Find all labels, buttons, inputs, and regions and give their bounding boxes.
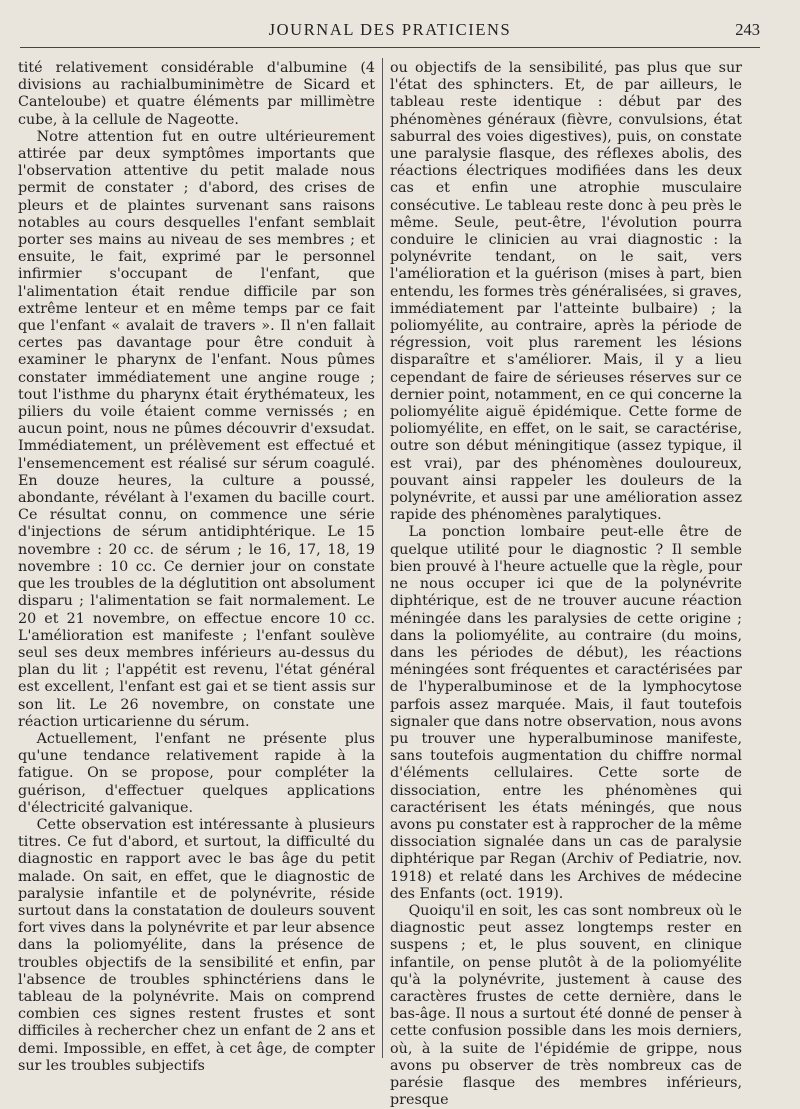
journal-title: JOURNAL DES PRATICIENS	[268, 20, 512, 39]
column-divider	[382, 58, 383, 1058]
paragraph: La ponction lombaire peut-elle être de quelque utilité pour le diagnostic ? Il semble bien prouvé à l'heure actuelle que la règle, pour ne nous occuper ici que de la polynévrite diphtérique, est de ne trouver aucune réaction méningée dans les paralysies de cette origine ; dans la poliomyélite, au contraire (du moins, dans les périodes de début), les réactions méningées sont fréquentes et caractérisées par de l'hyperalbuminose et de la lymphocytose parfois assez marquée. Mais, il faut toutefois signaler que dans notre observation, nous avons pu trouver une hyperalbuminose manifeste, sans toutefois augmentation du chiffre normal d'éléments cellulaires. Cette sorte de dissociation, entre les phénomènes qui caractérisent les états méningés, que nous avons pu constater est à rapprocher de la même dissociation signalée dans un cas de paralysie diphtérique par Regan (Archiv of Pediatrie, nov. 1918) et relaté dans les Archives de médecine des Enfants (oct. 1919).	[390, 524, 742, 902]
page-header	[20, 18, 760, 46]
paragraph: Quoiqu'il en soit, les cas sont nombreux où le diagnostic peut assez longtemps rester en suspens ; et, le plus souvent, en clinique infantile, on pense plutôt à de la poliomyélite qu'à la polynévrite, justement à cause des caractères frustes de cette dernière, dans le bas-âge. Il nous a surtout été donné de penser à cette confusion possible dans les mois derniers, où, à la suite de l'épidémie de grippe, nous avons pu observer de très nombreux cas de parésie flasque des membres inférieurs, presque	[390, 902, 742, 1109]
paragraph: Actuellement, l'enfant ne présente plus qu'une tendance relativement rapide à la fatigue. On se propose, pour compléter la guérison, d'effectuer quelques applications d'électricité galvanique.	[18, 730, 375, 816]
left-column	[18, 60, 375, 1074]
right-column	[390, 60, 742, 1109]
header-rule	[20, 47, 760, 48]
page-number: 243	[735, 20, 760, 39]
paragraph: tité relativement considérable d'albumine (4 divisions au rachialbuminimètre de Sicard et Canteloube) et quatre éléments par millimètre cube, à la cellule de Nageotte.	[18, 60, 375, 128]
paragraph: Notre attention fut en outre ultérieurement attirée par deux symptômes importants que l'observation attentive du petit malade nous permit de constater ; d'abord, des crises de pleurs et de plaintes survenant sans raisons notables au cours desquelles l'enfant semblait porter ses mains au niveau de ses membres ; et ensuite, le fait, exprimé par le personnel infirmier s'occupant de l'enfant, que l'alimentation était rendue difficile par son extrême lenteur et en même temps par ce fait que l'enfant « avalait de travers ». Il n'en fallait certes pas davantage pour être conduit à examiner le pharynx de l'enfant. Nous pûmes constater immédiatement une angine rouge ; tout l'isthme du pharynx était érythémateux, les piliers du voile étaient comme vernissés ; en aucun point, nous ne pûmes découvrir d'exsudat. Immédiatement, un prélèvement est effectué et l'ensemencement est réalisé sur sérum coagulé. En douze heures, la culture a poussé, abondante, révélant à l'examen du bacille court. Ce résultat connu, on commence une série d'injections de sérum antidiphtérique. Le 15 novembre : 20 cc. de sérum ; le 16, 17, 18, 19 novembre : 10 cc. Ce dernier jour on constate que les troubles de la déglutition ont absolument disparu ; l'alimentation se fait normalement. Le 20 et 21 novembre, on effectue encore 10 cc. L'amélioration est manifeste ; l'enfant soulève seul ses deux membres inférieurs au-dessus du plan du lit ; l'appétit est revenu, l'état général est excellent, l'enfant est gai et se tient assis sur son lit. Le 26 novembre, on constate une réaction urticarienne du sérum.	[18, 128, 375, 730]
paragraph: Cette observation est intéressante à plusieurs titres. Ce fut d'abord, et surtout, la difficulté du diagnostic en rapport avec le bas âge du petit malade. On sait, en effet, que le diagnostic de paralysie infantile et de polynévrite, réside surtout dans la constatation de douleurs souvent fort vives dans la polynévrite et par leur absence dans la poliomyélite, dans la présence de troubles objectifs de la sensibilité et enfin, par l'absence de troubles sphinctériens dans le tableau de la polynévrite. Mais on comprend combien ces signes restent frustes et sont difficiles à rechercher chez un enfant de 2 ans et demi. Impossible, en effet, à cet âge, de compter sur les troubles subjectifs	[18, 816, 375, 1074]
paragraph: ou objectifs de la sensibilité, pas plus que sur l'état des sphincters. Et, de par ailleurs, le tableau reste identique : début par des phénomènes généraux (fièvre, convulsions, état saburral des voies digestives), puis, on constate une paralysie flasque, des réflexes abolis, des réactions électriques modifiées dans les deux cas et enfin une atrophie musculaire consécutive. Le tableau reste donc à peu près le même. Seule, peut-être, l'évolution pourra conduire le clinicien au vrai diagnostic : la polynévrite tendant, on le sait, vers l'amélioration et la guérison (mises à part, bien entendu, les formes très généralisées, si graves, immédiatement par l'atteinte bulbaire) ; la poliomyélite, au contraire, après la période de régression, voit plus rarement les lésions disparaître et s'améliorer. Mais, il y a lieu cependant de faire de sérieuses réserves sur ce dernier point, notamment, en ce qui concerne la poliomyélite aiguë épidémique. Cette forme de poliomyélite, en effet, on le sait, se caractérise, outre son début méningitique (assez typique, il est vrai), par des phénomènes douloureux, pouvant ainsi rappeler les douleurs de la polynévrite, et aussi par une amélioration assez rapide des phénomènes paralytiques.	[390, 60, 742, 524]
